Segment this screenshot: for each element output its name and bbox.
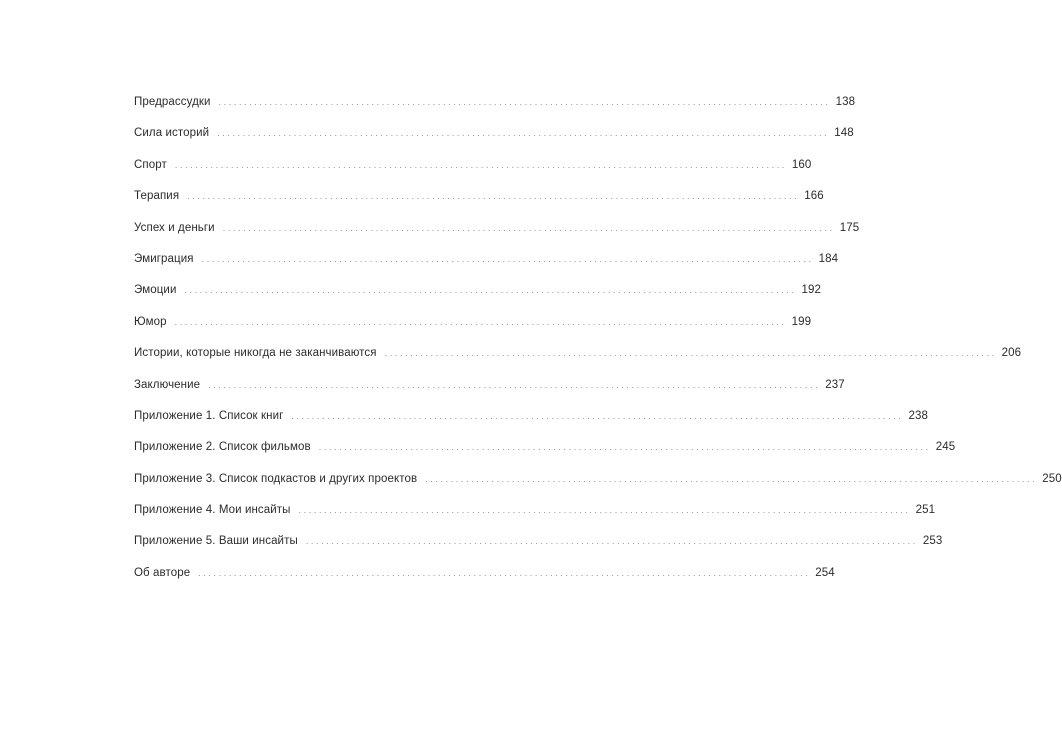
toc-entry-title: Истории, которые никогда не заканчиваются [134,347,377,360]
toc-entry [134,123,854,154]
toc-entry-title: Спорт [134,158,167,171]
dot-leader: ........................................................................................................................ [218,97,831,107]
dot-leader: ........................................................................................................................ [291,410,904,421]
toc-entry [134,469,1062,500]
toc-entry-page: 166 [804,190,824,203]
dot-leader: ........................................................................................................................ [425,473,1038,484]
toc-entry-title: Эмиграция [134,252,194,265]
toc-entry-title: Приложение 5. Ваши инсайты [134,535,298,548]
toc-entry [134,437,956,468]
dot-leader: ........................................................................................................................ [298,505,911,516]
toc-entry-title: Успех и деньги [134,221,215,234]
toc-entry-page: 138 [835,96,856,108]
toc-entry [134,406,928,437]
dot-leader: ........................................................................................................................ [174,316,787,327]
toc-entry-page: 175 [839,221,860,234]
toc-entry-title: Приложение 1. Список книг [134,409,284,422]
toc-entry-page: 192 [801,284,822,297]
toc-entry-page: 184 [818,252,839,265]
toc-entry [134,563,835,594]
dot-leader: ........................................................................................................................ [217,128,830,139]
toc-entry-title: Приложение 2. Список фильмов [134,441,311,454]
toc-entry-page: 245 [935,441,956,454]
dot-leader: ........................................................................................................................ [198,567,811,578]
table-of-contents [134,92,1062,594]
toc-entry-page: 206 [1001,347,1022,360]
toc-entry-page: 253 [922,535,943,548]
toc-entry-title: Сила историй [134,127,210,140]
toc-entry-title: Терапия [134,190,180,203]
dot-leader: ........................................................................................................................ [174,159,787,170]
toc-entry [134,531,943,562]
toc-entry-title: Предрассудки [134,96,211,108]
toc-entry [134,343,1022,374]
toc-entry-page: 199 [791,315,812,328]
toc-entry-title: Приложение 3. Список подкастов и других проектов [134,472,418,485]
toc-entry-title: Юмор [134,315,167,328]
dot-leader: ........................................................................................................................ [318,442,931,453]
toc-entry [134,249,839,280]
toc-entry-page: 250 [1042,472,1062,485]
toc-entry [134,218,860,249]
dot-leader: ........................................................................................................................ [187,191,800,202]
dot-leader: ........................................................................................................................ [208,379,821,390]
toc-entry-title: Эмоции [134,284,177,297]
toc-entry-page: 160 [791,158,812,171]
toc-entry-title: Заключение [134,378,201,391]
toc-entry-title: Приложение 4. Мои инсайты [134,504,291,517]
toc-entry-page: 251 [915,504,936,517]
toc-entry [134,280,822,311]
toc-entry [134,375,845,406]
toc-entry [134,500,936,531]
toc-entry-page: 238 [908,409,928,422]
toc-entry [134,186,824,217]
dot-leader: ........................................................................................................................ [305,536,918,547]
dot-leader: ........................................................................................................................ [384,348,997,359]
toc-entry-page: 237 [825,378,845,391]
dot-leader: ........................................................................................................................ [184,285,797,296]
dot-leader: ........................................................................................................................ [222,222,835,233]
toc-entry [134,155,812,186]
toc-entry [134,92,856,123]
toc-entry-title: Об авторе [134,566,191,579]
toc-entry-page: 148 [834,127,854,140]
dot-leader: ........................................................................................................................ [201,253,814,264]
toc-entry [134,312,812,343]
toc-entry-page: 254 [815,566,835,579]
